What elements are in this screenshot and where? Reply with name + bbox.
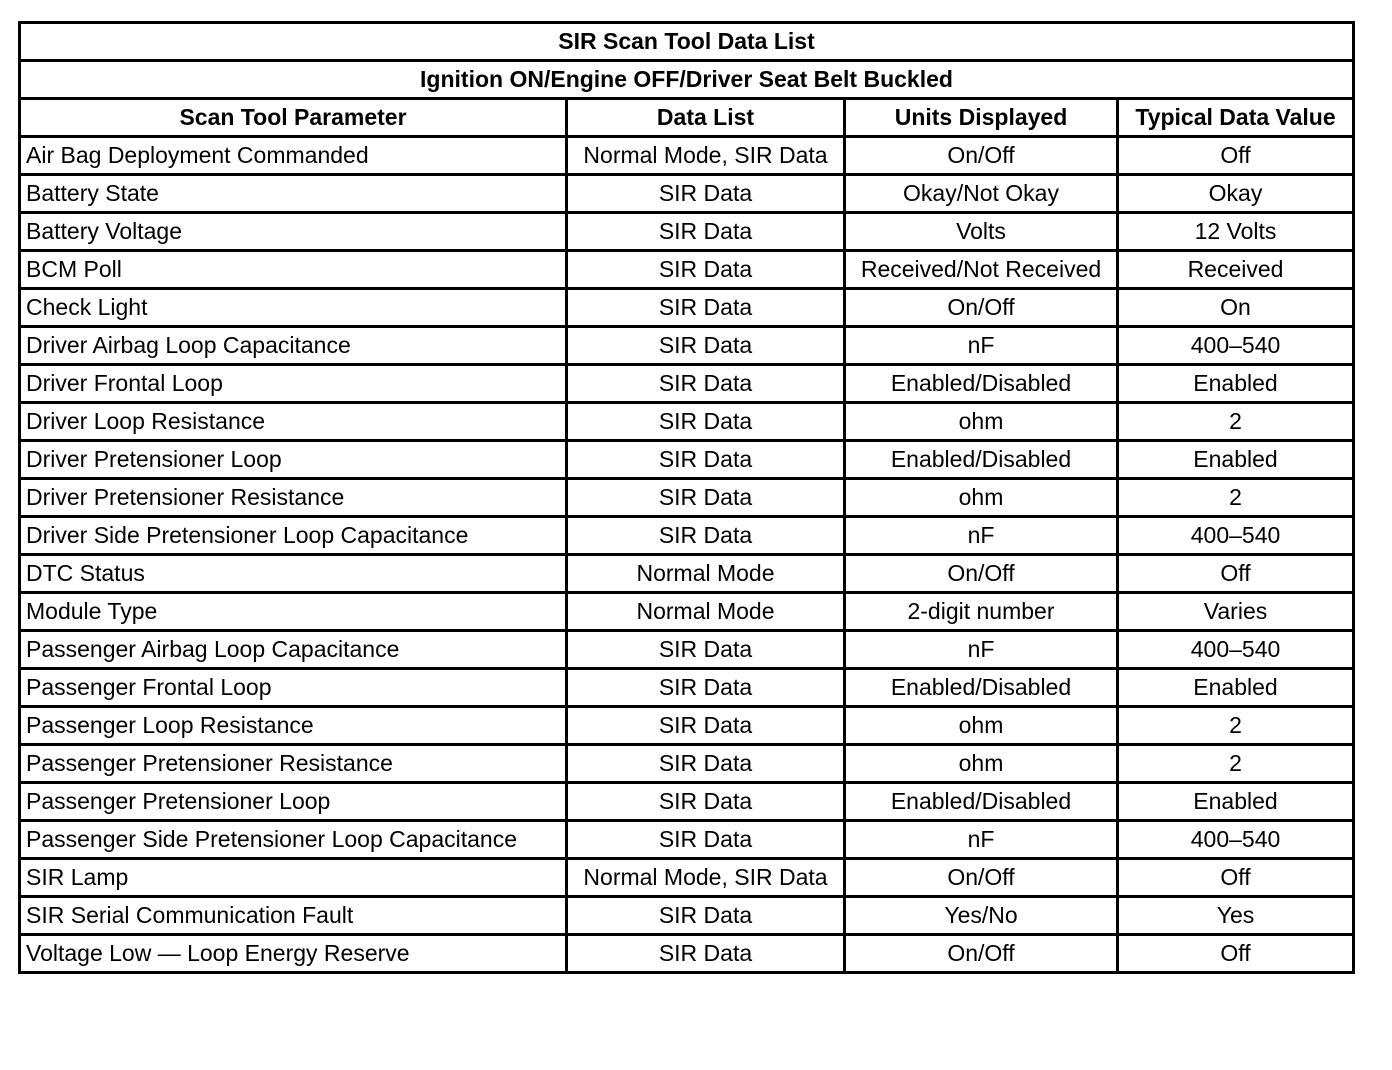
cell-parameter: Driver Pretensioner Resistance (20, 479, 567, 517)
cell-parameter: Battery State (20, 175, 567, 213)
cell-parameter: Driver Frontal Loop (20, 365, 567, 403)
cell-units: Received/Not Received (845, 251, 1118, 289)
cell-typical-value: Received (1118, 251, 1354, 289)
column-header-typical-value: Typical Data Value (1118, 99, 1354, 137)
cell-units: Enabled/Disabled (845, 783, 1118, 821)
cell-units: On/Off (845, 859, 1118, 897)
table-row (20, 821, 1354, 859)
column-header-parameter: Scan Tool Parameter (20, 99, 567, 137)
table-row (20, 593, 1354, 631)
cell-data-list: SIR Data (567, 403, 845, 441)
table-condition: Ignition ON/Engine OFF/Driver Seat Belt Buckled (20, 61, 1354, 99)
table-title-row (20, 23, 1354, 61)
cell-typical-value: 2 (1118, 479, 1354, 517)
cell-data-list: SIR Data (567, 251, 845, 289)
table-row (20, 175, 1354, 213)
cell-units: ohm (845, 745, 1118, 783)
table-row (20, 631, 1354, 669)
table-title: SIR Scan Tool Data List (20, 23, 1354, 61)
cell-data-list: SIR Data (567, 213, 845, 251)
cell-units: nF (845, 327, 1118, 365)
cell-parameter: Module Type (20, 593, 567, 631)
table-row (20, 745, 1354, 783)
cell-typical-value: 400–540 (1118, 327, 1354, 365)
cell-data-list: SIR Data (567, 365, 845, 403)
cell-data-list: SIR Data (567, 897, 845, 935)
cell-typical-value: 2 (1118, 707, 1354, 745)
cell-parameter: Driver Side Pretensioner Loop Capacitance (20, 517, 567, 555)
cell-data-list: SIR Data (567, 289, 845, 327)
cell-data-list: SIR Data (567, 935, 845, 973)
cell-units: Okay/Not Okay (845, 175, 1118, 213)
cell-parameter: SIR Lamp (20, 859, 567, 897)
cell-units: nF (845, 517, 1118, 555)
cell-units: ohm (845, 479, 1118, 517)
cell-data-list: Normal Mode, SIR Data (567, 859, 845, 897)
table-body (20, 137, 1354, 973)
cell-typical-value: Off (1118, 859, 1354, 897)
table-row (20, 137, 1354, 175)
table-row (20, 327, 1354, 365)
cell-parameter: BCM Poll (20, 251, 567, 289)
cell-typical-value: 400–540 (1118, 631, 1354, 669)
cell-data-list: SIR Data (567, 441, 845, 479)
table-row (20, 213, 1354, 251)
table-row (20, 403, 1354, 441)
cell-units: ohm (845, 707, 1118, 745)
cell-typical-value: 2 (1118, 403, 1354, 441)
cell-units: On/Off (845, 137, 1118, 175)
cell-parameter: Driver Airbag Loop Capacitance (20, 327, 567, 365)
cell-typical-value: Enabled (1118, 783, 1354, 821)
table-row (20, 897, 1354, 935)
table-condition-row (20, 61, 1354, 99)
cell-typical-value: Enabled (1118, 365, 1354, 403)
cell-parameter: Passenger Airbag Loop Capacitance (20, 631, 567, 669)
cell-data-list: SIR Data (567, 745, 845, 783)
table-row (20, 783, 1354, 821)
table-row (20, 669, 1354, 707)
table-row (20, 707, 1354, 745)
cell-typical-value: Yes (1118, 897, 1354, 935)
cell-parameter: Battery Voltage (20, 213, 567, 251)
header-row (20, 99, 1354, 137)
cell-parameter: Driver Loop Resistance (20, 403, 567, 441)
cell-typical-value: On (1118, 289, 1354, 327)
cell-units: Enabled/Disabled (845, 441, 1118, 479)
cell-typical-value: 2 (1118, 745, 1354, 783)
table-row (20, 365, 1354, 403)
table-row (20, 289, 1354, 327)
cell-data-list: SIR Data (567, 517, 845, 555)
cell-typical-value: 12 Volts (1118, 213, 1354, 251)
cell-parameter: Passenger Pretensioner Resistance (20, 745, 567, 783)
cell-typical-value: Okay (1118, 175, 1354, 213)
cell-units: On/Off (845, 289, 1118, 327)
cell-data-list: SIR Data (567, 669, 845, 707)
table-row (20, 517, 1354, 555)
cell-units: On/Off (845, 935, 1118, 973)
cell-parameter: Passenger Loop Resistance (20, 707, 567, 745)
table-row (20, 251, 1354, 289)
cell-data-list: Normal Mode, SIR Data (567, 137, 845, 175)
cell-parameter: Passenger Frontal Loop (20, 669, 567, 707)
cell-units: nF (845, 821, 1118, 859)
cell-parameter: Driver Pretensioner Loop (20, 441, 567, 479)
cell-data-list: SIR Data (567, 821, 845, 859)
cell-data-list: SIR Data (567, 631, 845, 669)
cell-data-list: SIR Data (567, 327, 845, 365)
cell-parameter: Voltage Low — Loop Energy Reserve (20, 935, 567, 973)
cell-data-list: SIR Data (567, 175, 845, 213)
table-row (20, 935, 1354, 973)
cell-units: Yes/No (845, 897, 1118, 935)
cell-units: Enabled/Disabled (845, 669, 1118, 707)
sir-data-table (18, 21, 1355, 974)
cell-units: On/Off (845, 555, 1118, 593)
table-row (20, 441, 1354, 479)
cell-typical-value: 400–540 (1118, 821, 1354, 859)
cell-typical-value: Off (1118, 935, 1354, 973)
table-row (20, 479, 1354, 517)
cell-typical-value: Enabled (1118, 441, 1354, 479)
cell-data-list: SIR Data (567, 479, 845, 517)
cell-units: 2-digit number (845, 593, 1118, 631)
cell-parameter: Passenger Pretensioner Loop (20, 783, 567, 821)
cell-data-list: Normal Mode (567, 593, 845, 631)
cell-units: ohm (845, 403, 1118, 441)
cell-typical-value: Off (1118, 137, 1354, 175)
cell-units: Enabled/Disabled (845, 365, 1118, 403)
cell-data-list: SIR Data (567, 707, 845, 745)
cell-data-list: SIR Data (567, 783, 845, 821)
cell-typical-value: Enabled (1118, 669, 1354, 707)
cell-parameter: DTC Status (20, 555, 567, 593)
cell-typical-value: 400–540 (1118, 517, 1354, 555)
cell-parameter: Air Bag Deployment Commanded (20, 137, 567, 175)
cell-parameter: SIR Serial Communication Fault (20, 897, 567, 935)
table-row (20, 555, 1354, 593)
cell-typical-value: Varies (1118, 593, 1354, 631)
cell-typical-value: Off (1118, 555, 1354, 593)
cell-units: Volts (845, 213, 1118, 251)
cell-units: nF (845, 631, 1118, 669)
cell-data-list: Normal Mode (567, 555, 845, 593)
column-header-units: Units Displayed (845, 99, 1118, 137)
cell-parameter: Passenger Side Pretensioner Loop Capacitance (20, 821, 567, 859)
column-header-data-list: Data List (567, 99, 845, 137)
table-row (20, 859, 1354, 897)
cell-parameter: Check Light (20, 289, 567, 327)
